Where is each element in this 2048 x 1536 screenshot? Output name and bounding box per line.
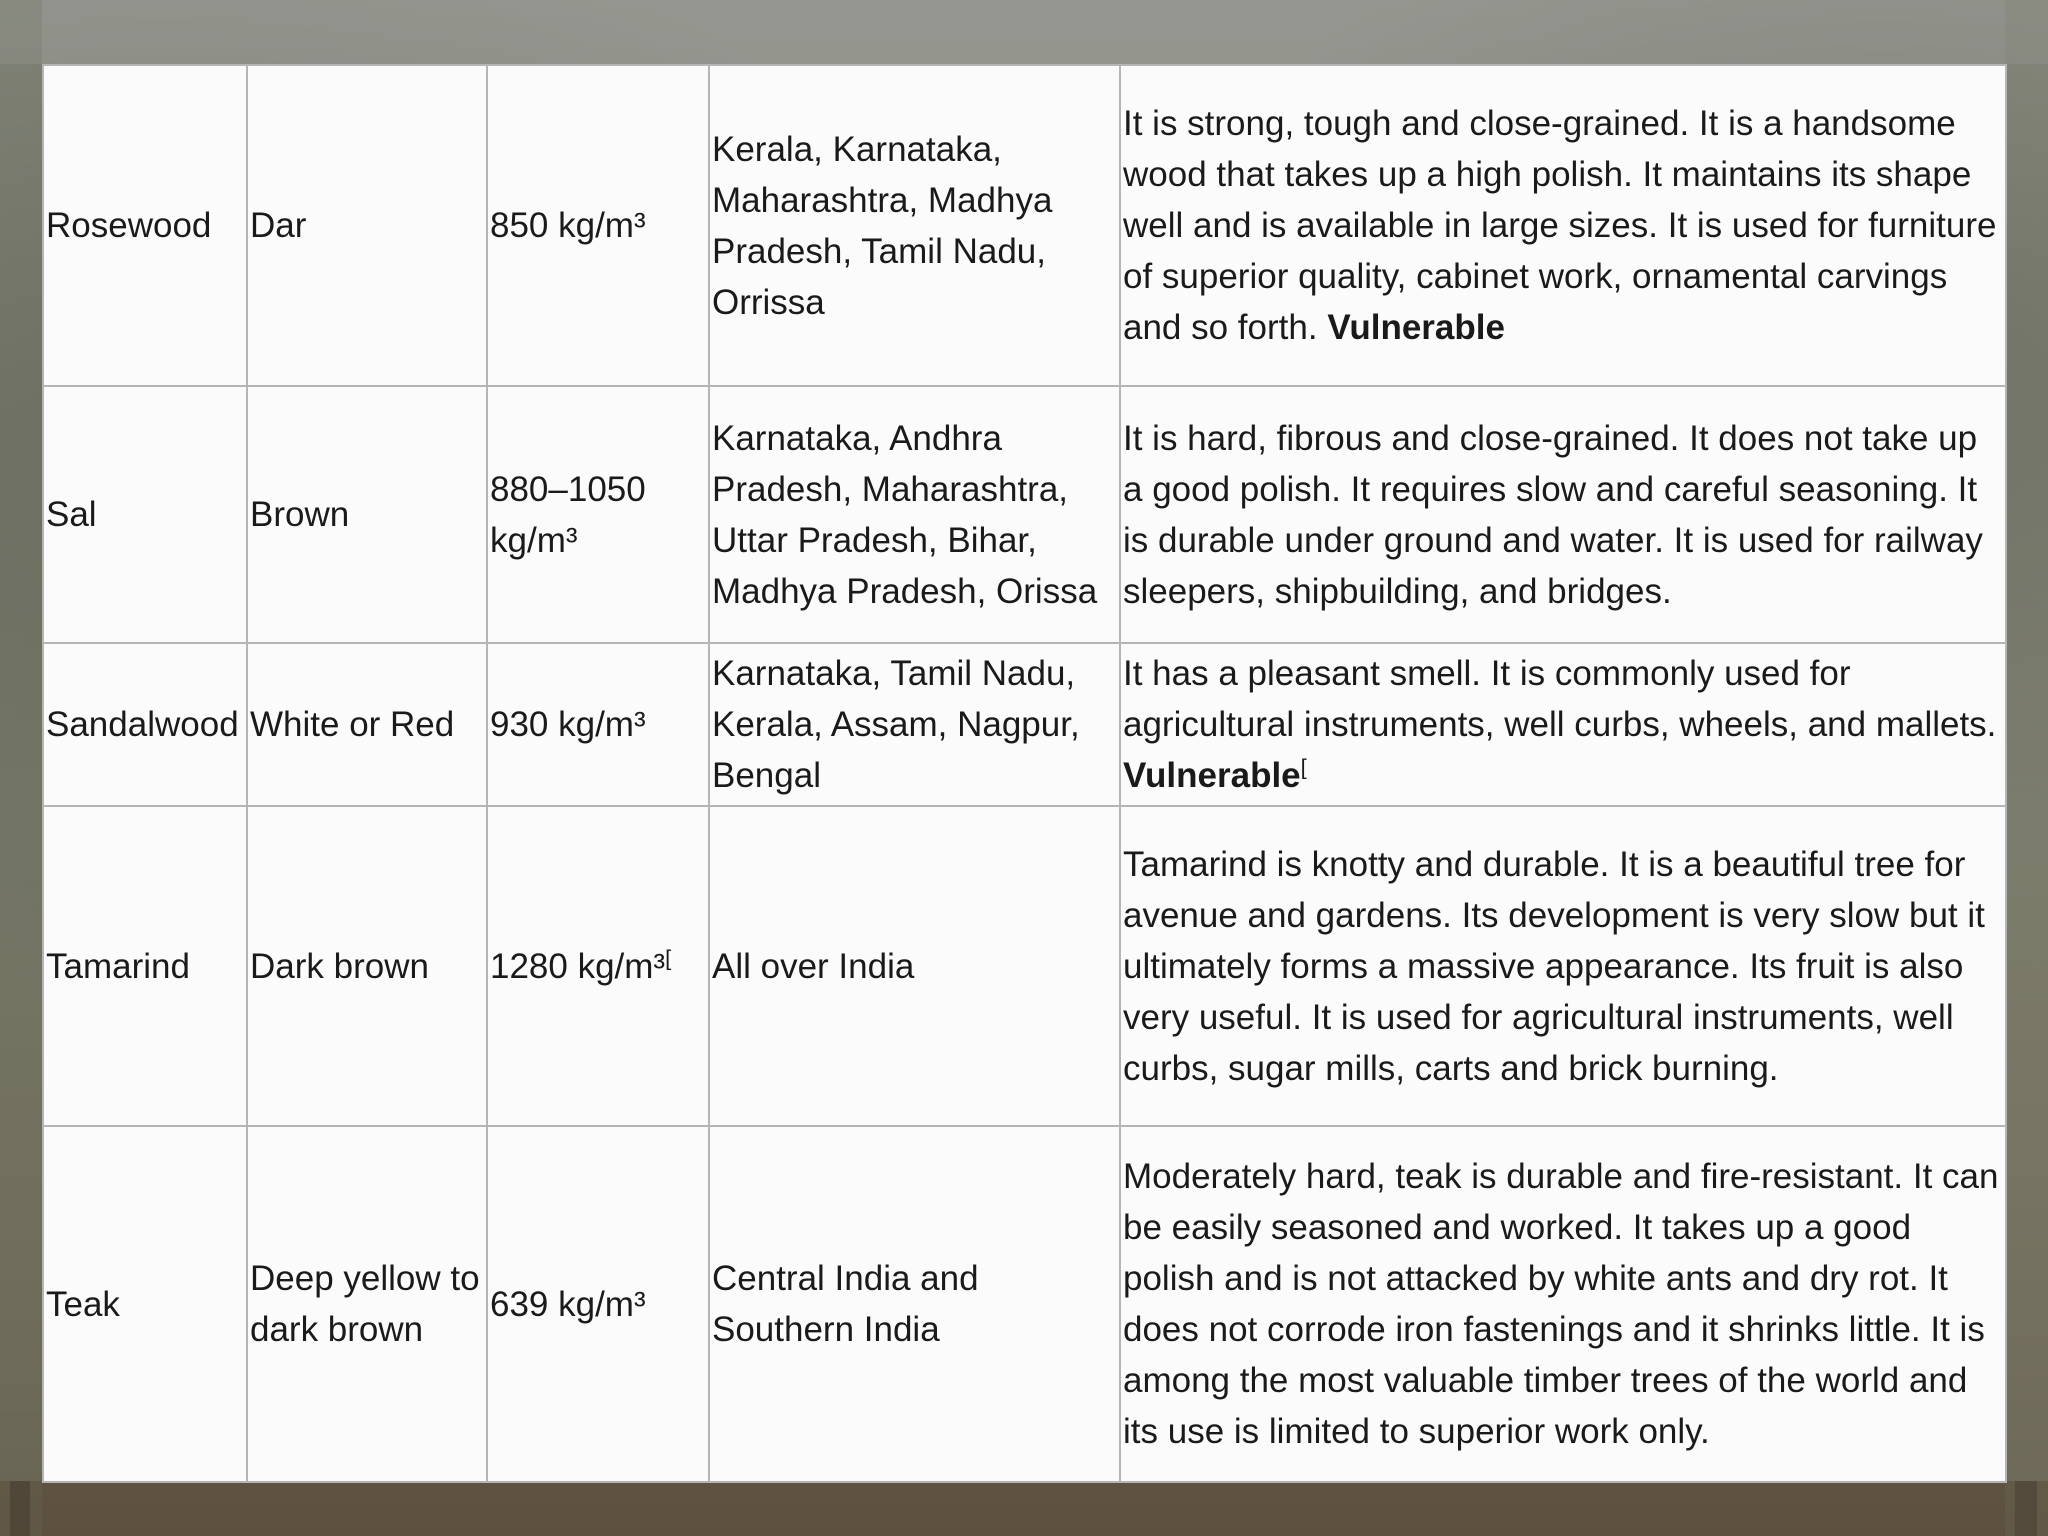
density-value: 880–1050 kg/m³ — [490, 469, 646, 560]
description-text: It has a pleasant smell. It is commonly used for agricultural instruments, well curbs, wheels, and mallets. — [1123, 654, 1997, 744]
description-text: Moderately hard, teak is durable and fire-resistant. It can be easily seasoned and worked. It takes up a good polish and is not attacked by white ants and dry rot. It does not corrode iron fastenings and it shrinks little. It is among the most valuable timber trees of the world and its use is limited to superior work only. — [1123, 1157, 1999, 1451]
timber-name-cell: Rosewood — [43, 65, 247, 386]
timber-regions-cell: All over India — [709, 806, 1120, 1126]
description-text: Tamarind is knotty and durable. It is a beautiful tree for avenue and gardens. Its development is very slow but it ultimately forms a massive appearance. Its fruit is also very useful. It is used for agricultural instruments, well curbs, sugar mills, carts and brick burning. — [1123, 844, 1985, 1088]
timber-colour-cell: Dar — [247, 65, 487, 386]
timber-density-cell — [487, 643, 709, 806]
timber-name-cell: Sal — [43, 386, 247, 643]
timber-description-cell — [1120, 806, 2006, 1126]
timber-name-cell: Tamarind — [43, 806, 247, 1126]
density-value: 930 kg/m³ — [490, 705, 646, 744]
timber-colour-cell: Deep yellow to dark brown — [247, 1126, 487, 1482]
timber-regions-cell: Karnataka, Andhra Pradesh, Maharashtra, Uttar Pradesh, Bihar, Madhya Pradesh, Orissa — [709, 386, 1120, 643]
timber-density-cell — [487, 386, 709, 643]
table-row — [43, 65, 2006, 386]
table-row — [43, 1126, 2006, 1482]
description-text: It is strong, tough and close-grained. It is a handsome wood that takes up a high polish. It maintains its shape well and is available in large sizes. It is used for furniture of superior quality, cabinet work, ornamental carvings and so forth. — [1123, 104, 1997, 347]
conservation-status: Vulnerable — [1327, 308, 1505, 347]
timber-table-container — [42, 64, 2005, 1481]
density-value: 850 kg/m³ — [490, 206, 646, 245]
table-row — [43, 806, 2006, 1126]
timber-regions-cell: Karnataka, Tamil Nadu, Kerala, Assam, Nagpur, Bengal — [709, 643, 1120, 806]
table-row — [43, 643, 2006, 806]
status-reference-mark: [ — [1300, 754, 1307, 780]
timber-colour-cell: Dark brown — [247, 806, 487, 1126]
timber-table-body — [43, 65, 2006, 1482]
density-reference-mark: [ — [665, 944, 672, 970]
density-value: 639 kg/m³ — [490, 1284, 646, 1324]
timber-colour-cell: Brown — [247, 386, 487, 643]
timber-description-cell — [1120, 65, 2006, 386]
timber-table — [42, 64, 2007, 1483]
timber-regions-cell: Central India and Southern India — [709, 1126, 1120, 1482]
table-row — [43, 386, 2006, 643]
timber-colour-cell: White or Red — [247, 643, 487, 806]
density-value: 1280 kg/m³ — [490, 946, 666, 986]
timber-description-cell — [1120, 386, 2006, 643]
conservation-status: Vulnerable — [1123, 756, 1301, 795]
timber-description-cell — [1120, 643, 2006, 806]
timber-description-cell — [1120, 1126, 2006, 1482]
timber-name-cell: Sandalwood — [43, 643, 247, 806]
timber-name-cell: Teak — [43, 1126, 247, 1482]
description-text: It is hard, fibrous and close-grained. It does not take up a good polish. It requires slow and careful seasoning. It is durable under ground and water. It is used for railway sleepers, shipbuilding, and bridges. — [1123, 418, 1983, 611]
timber-density-cell — [487, 1126, 709, 1482]
timber-density-cell — [487, 806, 709, 1126]
timber-density-cell — [487, 65, 709, 386]
timber-regions-cell: Kerala, Karnataka, Maharashtra, Madhya Pradesh, Tamil Nadu, Orrissa — [709, 65, 1120, 386]
